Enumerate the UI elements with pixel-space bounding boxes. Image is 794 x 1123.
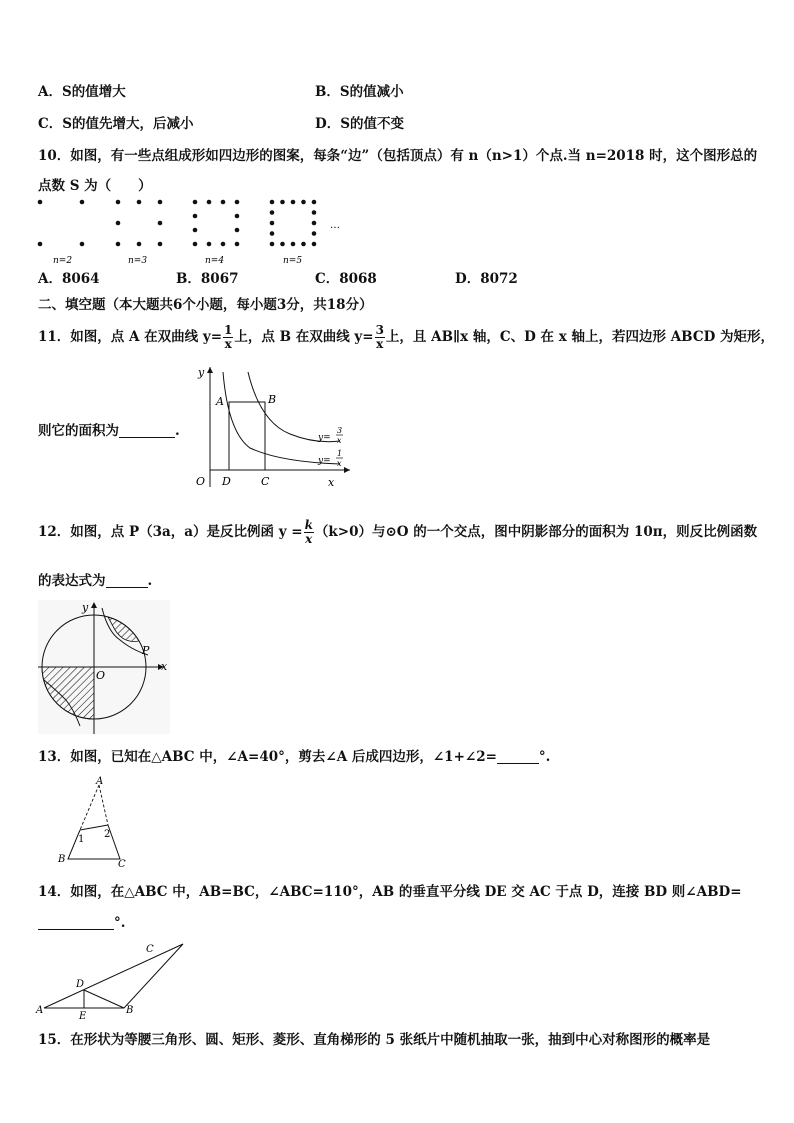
svg-text:O: O bbox=[96, 669, 106, 682]
pattern-dot bbox=[193, 228, 198, 233]
pattern-dot bbox=[158, 242, 163, 247]
pattern-dot bbox=[301, 200, 306, 205]
svg-text:y: y bbox=[82, 601, 89, 614]
pattern-dot bbox=[38, 200, 43, 205]
q10-option-d: D．8072 bbox=[455, 271, 518, 287]
q12-stem: 12．如图，点 P（3a，a）是反比例函 y = $\frac{k}{x}$ （k>0）与⊙O 的一个交点，图中阴影部分的面积为 10π，则反比例函数 bbox=[38, 518, 758, 546]
q10-stem-line1: 10．如图，有一些点组成形如四边形的图案，每条“边”（包括顶点）有 n（n>1）个点.当 n=2018 时，这个图形总的 bbox=[38, 148, 758, 164]
pattern-dot bbox=[235, 200, 240, 205]
q11-answer-blank bbox=[119, 423, 175, 438]
q10-stem-line2: 点数 S 为（ ） bbox=[38, 178, 152, 194]
svg-text:B: B bbox=[268, 393, 277, 406]
q13-answer-blank bbox=[497, 749, 539, 764]
pattern-dot bbox=[116, 200, 121, 205]
svg-text:C: C bbox=[261, 475, 270, 488]
section-heading-fill-in: 二、填空题（本大题共6个小题，每小题3分，共18分） bbox=[38, 297, 373, 313]
svg-text:2: 2 bbox=[104, 829, 111, 840]
q10-option-b: B．8067 bbox=[176, 271, 239, 287]
pattern-dot bbox=[270, 242, 275, 247]
pattern-dot bbox=[280, 242, 285, 247]
pattern-dot bbox=[312, 231, 317, 236]
q10-label-n4: n=4 bbox=[205, 256, 225, 266]
q9-option-a: A．S的值增大 bbox=[38, 84, 126, 100]
svg-text:B: B bbox=[58, 854, 66, 865]
pattern-dot bbox=[312, 221, 317, 226]
q12-answer-line: 的表达式为 . bbox=[38, 573, 153, 589]
pattern-dot bbox=[38, 242, 43, 247]
q13-triangle-figure bbox=[55, 775, 135, 870]
pattern-dot bbox=[312, 200, 317, 205]
svg-text:D: D bbox=[76, 979, 85, 990]
pattern-dot bbox=[137, 200, 142, 205]
svg-text:C: C bbox=[146, 944, 154, 955]
pattern-dot bbox=[312, 210, 317, 215]
svg-text:1: 1 bbox=[78, 834, 85, 845]
pattern-dot bbox=[280, 200, 285, 205]
q10-ellipsis: … bbox=[330, 220, 340, 231]
q10-label-n3: n=3 bbox=[128, 256, 148, 266]
q14-answer-line: °. bbox=[38, 915, 125, 931]
q14-triangle-figure bbox=[34, 940, 160, 1020]
svg-text:y: y bbox=[198, 366, 205, 379]
svg-text:C: C bbox=[118, 859, 126, 870]
pattern-dot bbox=[207, 200, 212, 205]
svg-text:x: x bbox=[161, 660, 168, 673]
pattern-dot bbox=[301, 242, 306, 247]
q9-option-d: D．S的值不变 bbox=[315, 116, 404, 132]
svg-text:O: O bbox=[196, 475, 206, 488]
q11-hyperbola-figure bbox=[190, 362, 360, 492]
pattern-dot bbox=[235, 242, 240, 247]
q11-stem: 11．如图，点 A 在双曲线 y= $\frac{1}{x}$ 上，点 B 在双曲线 y= $\frac{3}{x}$ 上，且 AB∥x 轴，C、D 在 x 轴上，若四边形 ABCD 为矩形， bbox=[38, 323, 774, 351]
pattern-dot bbox=[270, 231, 275, 236]
q10-option-c: C．8068 bbox=[315, 271, 377, 287]
pattern-dot bbox=[235, 228, 240, 233]
svg-text:A: A bbox=[36, 1005, 44, 1016]
pattern-dot bbox=[207, 242, 212, 247]
q10-dot-pattern-figure bbox=[30, 196, 360, 268]
pattern-dot bbox=[158, 221, 163, 226]
pattern-dot bbox=[116, 221, 121, 226]
pattern-dot bbox=[291, 200, 296, 205]
pattern-dot bbox=[291, 242, 296, 247]
pattern-dot bbox=[270, 200, 275, 205]
svg-text:D: D bbox=[222, 475, 231, 488]
pattern-dot bbox=[193, 242, 198, 247]
svg-text:y=: y= bbox=[318, 456, 331, 466]
svg-text:x: x bbox=[337, 436, 342, 445]
q11-answer-line: 则它的面积为 . bbox=[38, 423, 180, 439]
q15-stem: 15．在形状为等腰三角形、圆、矩形、菱形、直角梯形的 5 张纸片中随机抽取一张，抽到中心对称图形的概率是 bbox=[38, 1032, 711, 1048]
svg-text:B: B bbox=[126, 1005, 134, 1016]
pattern-dot bbox=[193, 200, 198, 205]
pattern-dot bbox=[270, 210, 275, 215]
svg-text:A: A bbox=[96, 776, 104, 787]
q10-label-n5: n=5 bbox=[283, 256, 303, 266]
svg-text:y=: y= bbox=[318, 433, 331, 443]
q13-stem: 13．如图，已知在△ABC 中，∠A=40°，剪去∠A 后成四边形，∠1+∠2= °. bbox=[38, 749, 551, 765]
q12-answer-blank bbox=[106, 573, 148, 588]
svg-text:x: x bbox=[337, 459, 342, 468]
pattern-dot bbox=[80, 200, 85, 205]
pattern-dot bbox=[158, 200, 163, 205]
svg-text:A: A bbox=[216, 395, 224, 408]
pattern-dot bbox=[312, 242, 317, 247]
q14-stem: 14．如图，在△ABC 中，AB=BC，∠ABC=110°，AB 的垂直平分线 DE 交 AC 于点 D，连接 BD 则∠ABD= bbox=[38, 884, 742, 900]
q12-circle-figure bbox=[38, 600, 170, 734]
q9-option-c: C．S的值先增大，后减小 bbox=[38, 116, 194, 132]
pattern-dot bbox=[221, 200, 226, 205]
q10-option-a: A．8064 bbox=[38, 271, 100, 287]
svg-text:E: E bbox=[79, 1011, 87, 1022]
svg-text:1: 1 bbox=[337, 449, 343, 458]
pattern-dot bbox=[137, 242, 142, 247]
pattern-dot bbox=[235, 214, 240, 219]
pattern-dot bbox=[116, 242, 121, 247]
pattern-dot bbox=[193, 214, 198, 219]
q10-label-n2: n=2 bbox=[53, 256, 73, 266]
svg-text:3: 3 bbox=[337, 426, 343, 435]
pattern-dot bbox=[221, 242, 226, 247]
svg-text:x: x bbox=[328, 476, 335, 489]
svg-text:P: P bbox=[142, 644, 150, 657]
q9-option-b: B．S的值减小 bbox=[315, 84, 404, 100]
pattern-dot bbox=[270, 221, 275, 226]
q14-answer-blank bbox=[38, 915, 114, 930]
pattern-dot bbox=[80, 242, 85, 247]
